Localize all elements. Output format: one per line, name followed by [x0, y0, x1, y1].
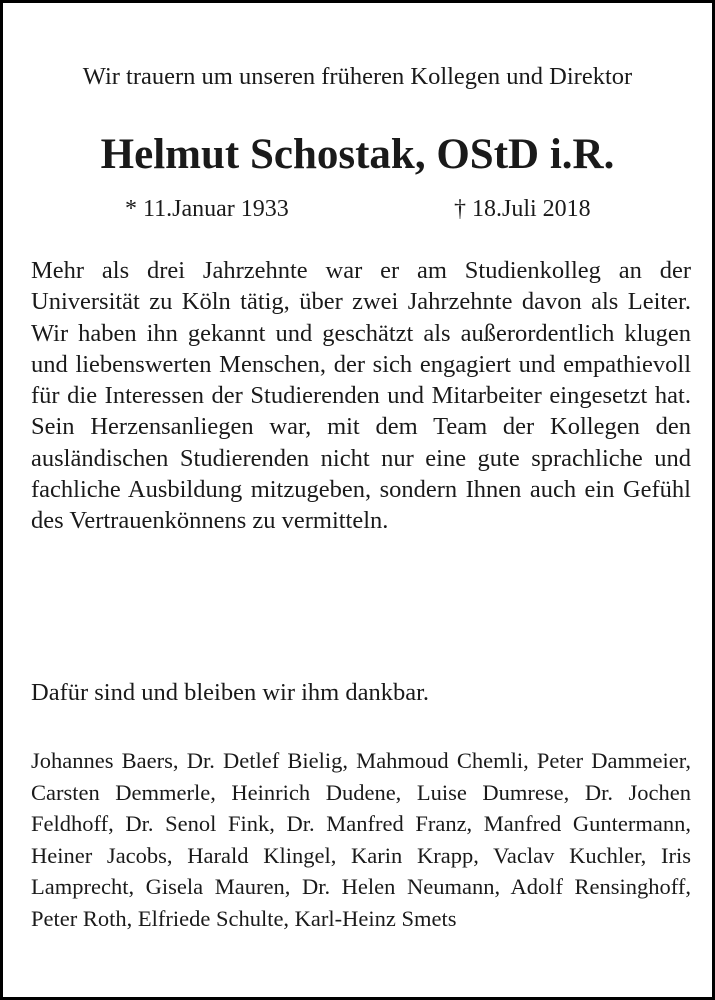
signatories-list: Johannes Baers, Dr. Detlef Bielig, Mahmoud Chemli, Peter Dammeier, Carsten Demmerle, Heinrich Dudene, Luise Dumrese, Dr. Jochen Feldhoff, Dr. Senol Fink, Dr. Manfred Franz, Manfred Guntermann, Heiner Jacobs, Harald Klingel, Karin Krapp, Vaclav Kuchler, Iris Lamprecht, Gisela Mauren, Dr. Helen Neumann, Adolf Rensinghoff, Peter Roth, Elfriede Schulte, Karl-Heinz Smets: [31, 748, 691, 931]
intro-line: Wir trauern um unseren früheren Kollegen und Direktor: [82, 63, 633, 90]
death-date: † 18.Juli 2018: [454, 196, 591, 222]
thanks-line: Dafür sind und bleiben wir ihm dankbar.: [31, 679, 430, 706]
birth-date: * 11.Januar 1933: [125, 196, 289, 222]
tribute-text: Mehr als drei Jahrzehnte war er am Studienkolleg an der Universität zu Köln tätig, über zwei Jahrzehnte davon als Leiter. Wir haben ihn gekannt und geschätzt als außerordentlich klugen und liebenswerten Menschen, der sich engagiert und empathievoll für die Interessen der Studierenden und Mitarbeiter eingesetzt hat. Sein Herzensanliegen war, mit dem Team der Kollegen den ausländischen Studierenden nicht nur eine gute sprachliche und fachliche Ausbildung mitzugeben, sondern Ihnen auch ein Gefühl des Vertrauenkönnens zu vermitteln.: [31, 257, 691, 535]
deceased-name: Helmut Schostak, OStD i.R.: [100, 131, 615, 178]
